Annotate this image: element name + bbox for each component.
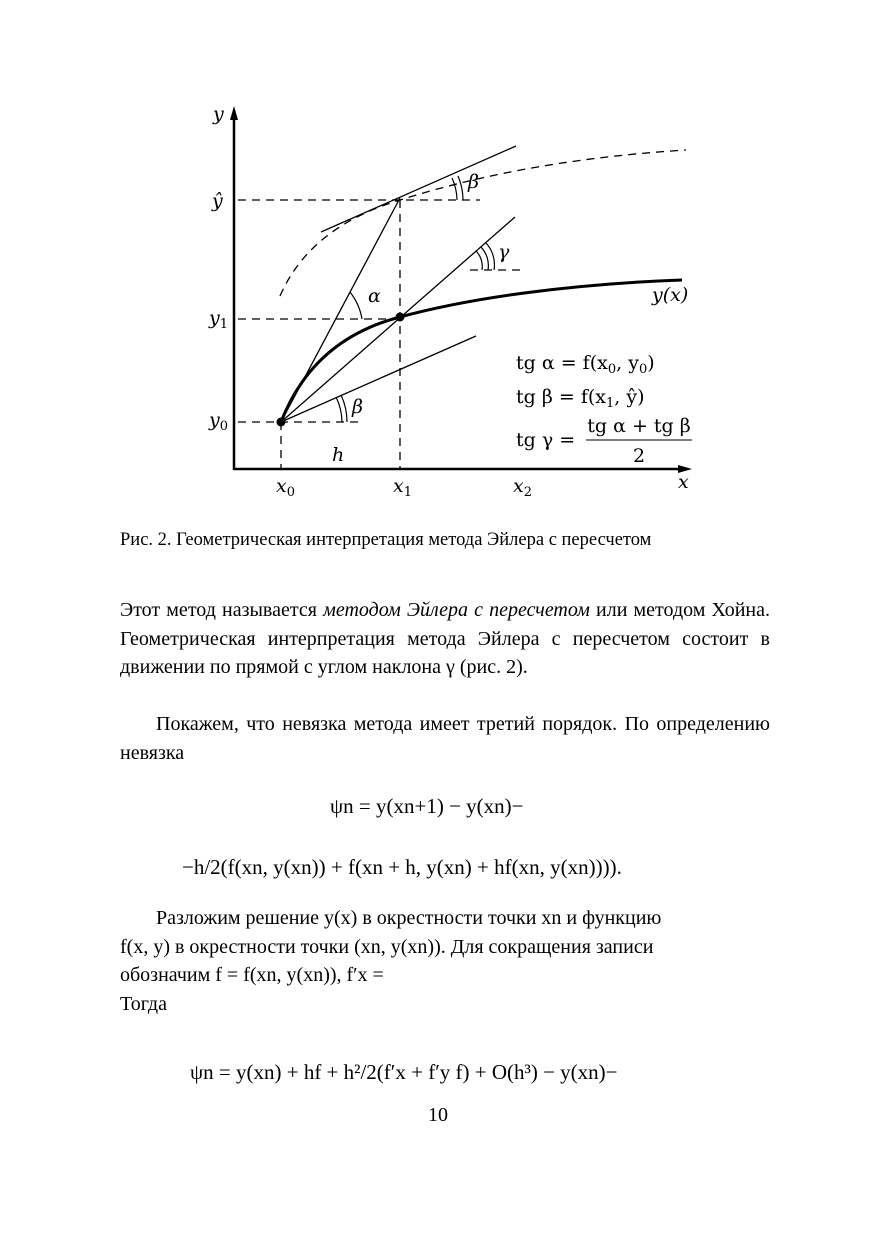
paragraph-1-post: или методом Хойна. Геометрическая интерпретация метода Эйлера с пересчетом состоит в движении по прямой с углом наклона γ (рис. 2). [120, 599, 770, 678]
page-number: 10 [428, 1104, 448, 1126]
point-x0-y0 [277, 418, 286, 427]
beta-label-top: β [468, 171, 479, 193]
euler-figure [0, 0, 876, 520]
tg-gamma-numerator: tg α + tg β [587, 415, 691, 437]
equation-1-line-2: −h/2(f(xn, y(xn)) + f(xn + h, y(xn) + hf(xn, y(xn)))). [182, 855, 622, 879]
paragraph-3-line-4: Тогда [120, 992, 167, 1015]
paragraph-1-emphasis: методом Эйлера с пересчетом [323, 599, 590, 621]
beta-label-bottom: β [352, 396, 363, 418]
tg-beta-formula: tg $\beta = f(x_1$, ŷ) [516, 386, 645, 411]
x0-label: $x_0$ [276, 475, 295, 500]
paragraph-1 [120, 596, 770, 682]
beta-arc-bottom-1 [336, 397, 342, 422]
alpha-label: α [368, 285, 381, 307]
paragraph-3-line-2: f(x, y) в окрестности точки (xn, y(xn)). Для сокращения записи [120, 935, 654, 958]
equation-2: ψn = y(xn) + hf + h²/2(f′x + f′y f) + O(h³) − y(xn)− [190, 1060, 618, 1084]
tg-gamma-denominator: 2 [632, 445, 646, 467]
y1-label: $y_1$ [209, 307, 229, 332]
point-x1-y1 [396, 313, 405, 322]
paragraph-3-line-3: обозначим f = f(xn, y(xn)), f′x = [120, 964, 384, 986]
x1-label: $x_1$ [393, 475, 412, 500]
y-axis-label: y [213, 103, 224, 125]
beta-arc-top-2 [458, 176, 463, 200]
x2-label: $x_2$ [513, 475, 532, 500]
paragraph-3 [120, 904, 770, 1018]
gamma-label: γ [498, 241, 510, 263]
paragraph-2: Покажем, что невязка метода имеет третий порядок. По определению невязка [120, 713, 770, 764]
equation-1-line-1: ψn = y(xn+1) − y(xn)− [330, 794, 524, 818]
x-axis-label: x [678, 471, 689, 493]
figure-caption: Рис. 2. Геометрическая интерпретация метода Эйлера с пересчетом [120, 530, 652, 550]
paragraph-3-line-1: Разложим решение y(x) в окрестности точки xn и функцию [156, 907, 662, 929]
yhat-label: ŷ [212, 190, 223, 212]
beta-line-bottom [281, 336, 476, 422]
step-label: h [332, 444, 345, 466]
gamma-arc-1 [476, 251, 482, 270]
beta-arc-top-1 [452, 178, 457, 200]
y0-label: $y_0$ [209, 409, 229, 434]
paragraph-1-pre: Этот метод называется [120, 599, 324, 621]
tg-alpha-formula: tg $\alpha = f(x_0$, $y_0$) [516, 352, 655, 377]
beta-tangent-top [321, 146, 516, 232]
curve-label: y(x) [652, 284, 689, 306]
y-axis-arrow [230, 106, 238, 120]
alpha-arc [350, 292, 362, 319]
tg-gamma-formula: tg γ = [516, 429, 576, 451]
